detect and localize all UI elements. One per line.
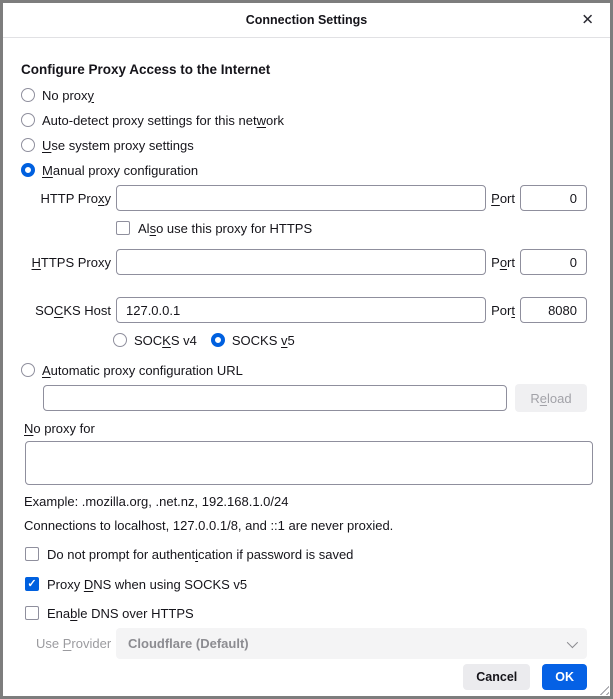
socks-host-input[interactable] bbox=[116, 297, 486, 323]
radio-label: Auto-detect proxy settings for this network bbox=[42, 112, 285, 128]
checkbox-box[interactable] bbox=[25, 577, 39, 591]
radio-circle[interactable] bbox=[21, 113, 35, 127]
dialog-footer bbox=[21, 664, 587, 690]
check-icon bbox=[27, 549, 36, 560]
socks-version-row bbox=[113, 332, 587, 348]
radio-label: SOCKS v4 bbox=[134, 332, 197, 348]
radio-socks-v5[interactable] bbox=[211, 332, 295, 348]
no-proxy-for-textarea[interactable] bbox=[25, 441, 593, 485]
checkbox-also-https[interactable] bbox=[116, 220, 587, 236]
doh-provider-row bbox=[36, 628, 587, 659]
checkbox-proxy-dns[interactable] bbox=[25, 576, 587, 592]
ok-button[interactable]: OK bbox=[542, 664, 587, 690]
checkbox-box[interactable] bbox=[25, 547, 39, 561]
https-port-label: Port bbox=[491, 254, 515, 270]
radio-auto-config-url[interactable] bbox=[21, 362, 587, 378]
radio-label: Manual proxy configuration bbox=[42, 162, 199, 178]
socks-host-row bbox=[21, 297, 587, 323]
https-port-input[interactable] bbox=[520, 249, 587, 275]
no-proxy-for-label: No proxy for bbox=[24, 421, 95, 436]
chevron-down-icon bbox=[567, 636, 578, 647]
provider-dropdown-value: Cloudflare (Default) bbox=[128, 636, 249, 651]
https-proxy-input[interactable] bbox=[116, 249, 486, 275]
radio-circle[interactable] bbox=[21, 88, 35, 102]
check-icon bbox=[27, 608, 36, 619]
dialog-titlebar bbox=[3, 3, 610, 38]
radio-label: SOCKS v5 bbox=[231, 332, 295, 348]
http-proxy-label: HTTP Proxy bbox=[40, 190, 111, 206]
checkbox-label: Proxy DNS when using SOCKS v5 bbox=[47, 576, 248, 592]
localhost-note: Connections to localhost, 127.0.0.1/8, and ::1 are never proxied. bbox=[24, 518, 394, 533]
checkbox-enable-doh[interactable] bbox=[25, 605, 587, 621]
radio-label: Automatic proxy configuration URL bbox=[42, 362, 243, 378]
radio-label: No proxy bbox=[42, 87, 95, 103]
https-proxy-label: HTTPS Proxy bbox=[31, 254, 111, 270]
check-icon bbox=[118, 223, 127, 234]
check-icon: ✓ bbox=[27, 577, 37, 590]
provider-dropdown bbox=[116, 628, 587, 659]
page-title: Configure Proxy Access to the Internet bbox=[21, 62, 271, 77]
radio-circle[interactable] bbox=[21, 138, 35, 152]
checkbox-box[interactable] bbox=[25, 606, 39, 620]
radio-circle[interactable] bbox=[113, 333, 127, 347]
use-provider-label: Use Provider bbox=[36, 636, 112, 651]
https-proxy-row bbox=[21, 249, 587, 275]
auto-config-url-row bbox=[43, 384, 587, 412]
http-proxy-input[interactable] bbox=[116, 185, 486, 211]
radio-circle[interactable] bbox=[21, 163, 35, 177]
radio-manual-proxy[interactable] bbox=[21, 162, 587, 178]
dialog-title: Connection Settings bbox=[245, 13, 368, 27]
checkbox-label: Also use this proxy for HTTPS bbox=[138, 220, 313, 236]
checkbox-no-prompt-auth[interactable] bbox=[25, 546, 587, 562]
http-port-label: Port bbox=[491, 190, 515, 206]
radio-label: Use system proxy settings bbox=[42, 137, 194, 153]
socks-port-input[interactable] bbox=[520, 297, 587, 323]
socks-host-label: SOCKS Host bbox=[35, 302, 111, 318]
dialog-content bbox=[3, 38, 610, 690]
checkbox-label: Enable DNS over HTTPS bbox=[47, 605, 194, 621]
radio-no-proxy[interactable] bbox=[21, 87, 587, 103]
radio-circle[interactable] bbox=[21, 363, 35, 377]
checkbox-label: Do not prompt for authentication if password is saved bbox=[47, 546, 354, 562]
checkbox-box[interactable] bbox=[116, 221, 130, 235]
socks-port-label: Port bbox=[491, 302, 515, 318]
auto-config-url-input[interactable] bbox=[43, 385, 507, 411]
radio-use-system[interactable] bbox=[21, 137, 587, 153]
cancel-button[interactable]: Cancel bbox=[463, 664, 530, 690]
radio-auto-detect[interactable] bbox=[21, 112, 587, 128]
http-port-input[interactable] bbox=[520, 185, 587, 211]
radio-socks-v4[interactable] bbox=[113, 332, 197, 348]
close-icon[interactable]: ✕ bbox=[581, 11, 594, 29]
example-note: Example: .mozilla.org, .net.nz, 192.168.1.0/24 bbox=[24, 494, 289, 509]
radio-circle[interactable] bbox=[211, 333, 225, 347]
http-proxy-row bbox=[21, 185, 587, 211]
reload-button: Reload bbox=[515, 384, 587, 412]
